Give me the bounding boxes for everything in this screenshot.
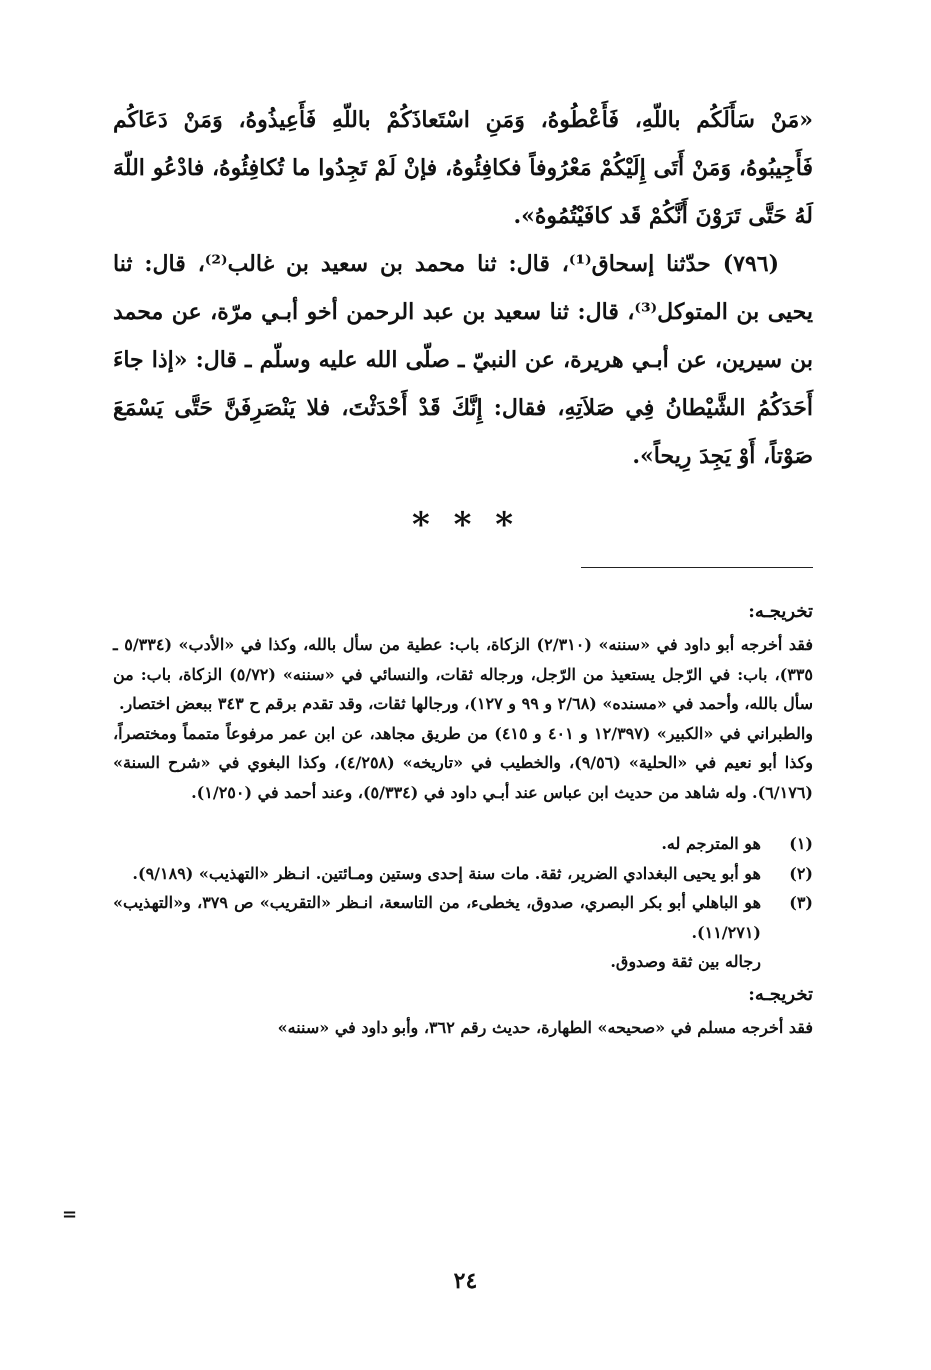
- takhrij-2-text: فقد أخرجه مسلم في «صحيحه» الطهارة، حديث رقم ٣٦٢، وأبو داود في «سننه»: [277, 1017, 813, 1037]
- takhrij-heading-2: تخريجـه:: [748, 983, 813, 1005]
- continuation-mark: =: [62, 1204, 78, 1225]
- hadith-text: [113, 96, 813, 480]
- footnote-text: هو الباهلي أبو بكر البصري، صدوق، يخطىء، من التاسعة، انـظر «التقريب» ص ٣٧٩، و«التهذيب» (١١/٢٧١).: [113, 893, 762, 942]
- page-number: ٢٤: [453, 1268, 478, 1294]
- footnotes-area: [113, 594, 813, 1042]
- hadith-796: (٧٩٦) حدّثنا إسحاق⁽¹⁾، قال: ثنا محمد بن سعيد بن غالب⁽²⁾، قال: ثنا يحيى بن المتوكل⁽³⁾، قال: ثنا سعيد بن عبد الرحمن أخو أبـي مرّة، عن محمد بن سيرين، عن أبـي هريرة، عن النبيّ ـ صلّى الله عليه وسلّم ـ قال: «إذا جاءَ أَحَدَكُمُ الشَّيْطانُ فِي صَلاَتِهِ، فقال: إِنَّكَ قَدْ أَحْدَثْتَ، فلا يَنْصَرِفَنَّ حَتَّى يَسْمَعَ صَوْتاً، أَوْ يَجِدَ رِيحاً».: [113, 251, 813, 469]
- takhrij-heading: تخريجـه:: [748, 601, 813, 622]
- footnote-text: هو أبو يحيى البغدادي الضرير، ثقة. مات سنة إحدى وستين ومـائتين. انـظر «التهذيب» (٩/١٨٩).: [132, 863, 761, 883]
- footnote-number: (٣): [789, 893, 813, 912]
- takhrij-paragraph-1: فقد أخرجه أبو داود في «سننه» (٢/٣١٠) الزكاة، باب: عطية من سأل بالله، وكذا في «الأدب» (٥/٣٣٤ ـ ٣٣٥)، باب: في الرّجل يستعيذ من الرّجل، ورجاله ثقات، والنسائي في «سننه» (٥/٧٢) الزكاة، باب: من سأل بالله، وأحمد في «مسنده» (٢/٦٨ و ٩٩ و ١٢٧)، ورجالها ثقات، وقد تقدم برقم ح ٣٤٣ ببعض اختصار.: [113, 635, 814, 713]
- footnote-text: هو المترجم له.: [661, 834, 761, 853]
- takhrij-paragraph-2: والطبراني في «الكبير» (١٢/٣٩٧ و ٤٠١ و ٤١٥) من طريق مجاهد، عن ابن عمر مرفوعاً متمماً ومختصراً، وكذا أبو نعيم في «الحلية» (٩/٥٦)، والخطيب في «تاريخه» (٤/٢٥٨)، وكذا البغوي في «شرح السنة» (٦/١٧٦). وله شاهد من حديث ابن عباس عند أبـي داود في (٥/٣٣٤)، وعند أحمد في (١/٢٥٠).: [113, 723, 814, 802]
- footnote-number: (٢): [789, 863, 813, 883]
- footnote-number: (١): [789, 834, 813, 853]
- footnote-divider: [581, 567, 813, 568]
- footnote-1: [113, 829, 813, 859]
- footnote-3: [113, 888, 813, 947]
- section-separator: * * *: [411, 505, 519, 545]
- hadith-795-end: «مَنْ سَأَلَكُم باللّهِ، فَأَعْطُوهُ، وَمَنِ اسْتَعاذَكُمْ باللّهِ فَأَعِيذُوهُ، وَمَنْ دَعَاكُم فَأَجِيبُوهُ، وَمَنْ أَتَى إِلَيْكُمْ مَعْرُوفاً فكافِئُوهُ، فإنْ لَمْ تَجِدُوا ما تُكافِئُوهُ، فادْعُو اللّهَ لَهُ حَتَّى تَرَوْنَ أَنَّكُمْ قَد كافَيْتُمُوهُ».: [113, 107, 813, 229]
- footnote-3-continuation: [113, 947, 813, 977]
- footnote-list: [113, 829, 813, 977]
- narrators-note: رجاله بين ثقة وصدوق.: [610, 952, 761, 971]
- footnote-2: [113, 859, 813, 889]
